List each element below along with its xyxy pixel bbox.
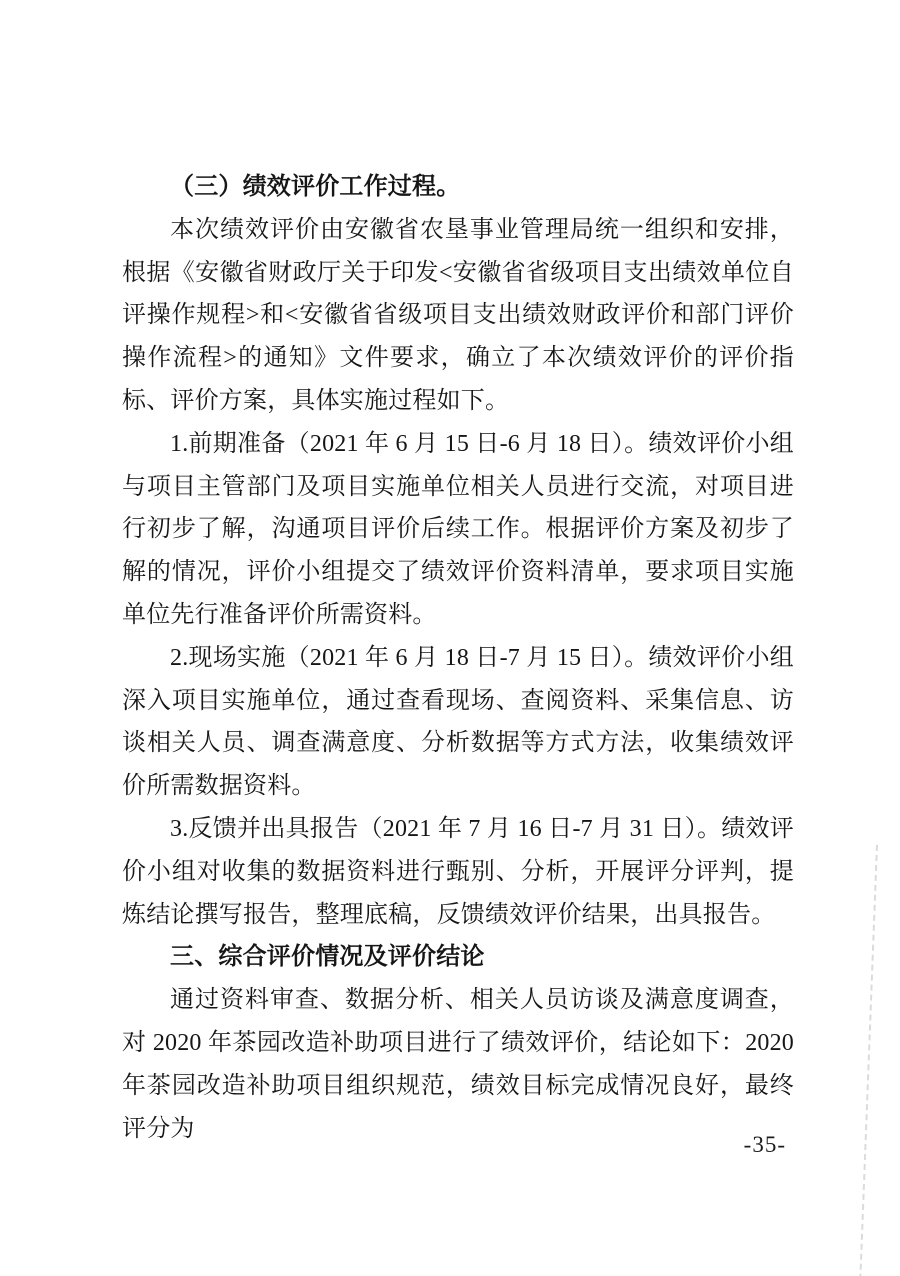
page-number: -35-	[743, 1132, 786, 1157]
section-heading-conclusion: 三、综合评价情况及评价结论	[170, 944, 485, 971]
paragraph-step1-preparation: 1.前期准备（2021 年 6 月 15 日-6 月 18 日）。绩效评价小组与项目主管部门及项目实施单位相关人员进行交流，对项目进行初步了解，沟通项目评价后续工作。根据评价方案及初步了解的情况，评价小组提交了绩效评价资料清单，要求项目实施单位先行准备评价所需资料。	[122, 430, 794, 628]
document-body	[122, 166, 794, 1150]
scan-edge-artifact	[859, 845, 878, 1276]
paragraph-evaluation-basis: 本次绩效评价由安徽省农垦事业管理局统一组织和安排，根据《安徽省财政厅关于印发<安徽省省级项目支出绩效单位自评操作规程>和<安徽省省级项目支出绩效财政评价和部门评价操作流程>的通知》文件要求，确立了本次绩效评价的评价指标、评价方案，具体实施过程如下。	[122, 216, 794, 414]
paragraph-conclusion: 通过资料审查、数据分析、相关人员访谈及满意度调查，对 2020 年茶园改造补助项目进行了绩效评价，结论如下：2020 年茶园改造补助项目组织规范，绩效目标完成情况良好，最终评分为	[122, 987, 794, 1142]
paragraph-step3-report: 3.反馈并出具报告（2021 年 7 月 16 日-7 月 31 日）。绩效评价小组对收集的数据资料进行甄别、分析，开展评分评判，提炼结论撰写报告，整理底稿，反馈绩效评价结果，出具报告。	[122, 815, 794, 928]
paragraph-step2-onsite: 2.现场实施（2021 年 6 月 18 日-7 月 15 日）。绩效评价小组深入项目实施单位，通过查看现场、查阅资料、采集信息、访谈相关人员、调查满意度、分析数据等方式方法，收集绩效评价所需数据资料。	[122, 644, 794, 800]
section-heading-evaluation-process: （三）绩效评价工作过程。	[170, 174, 461, 200]
